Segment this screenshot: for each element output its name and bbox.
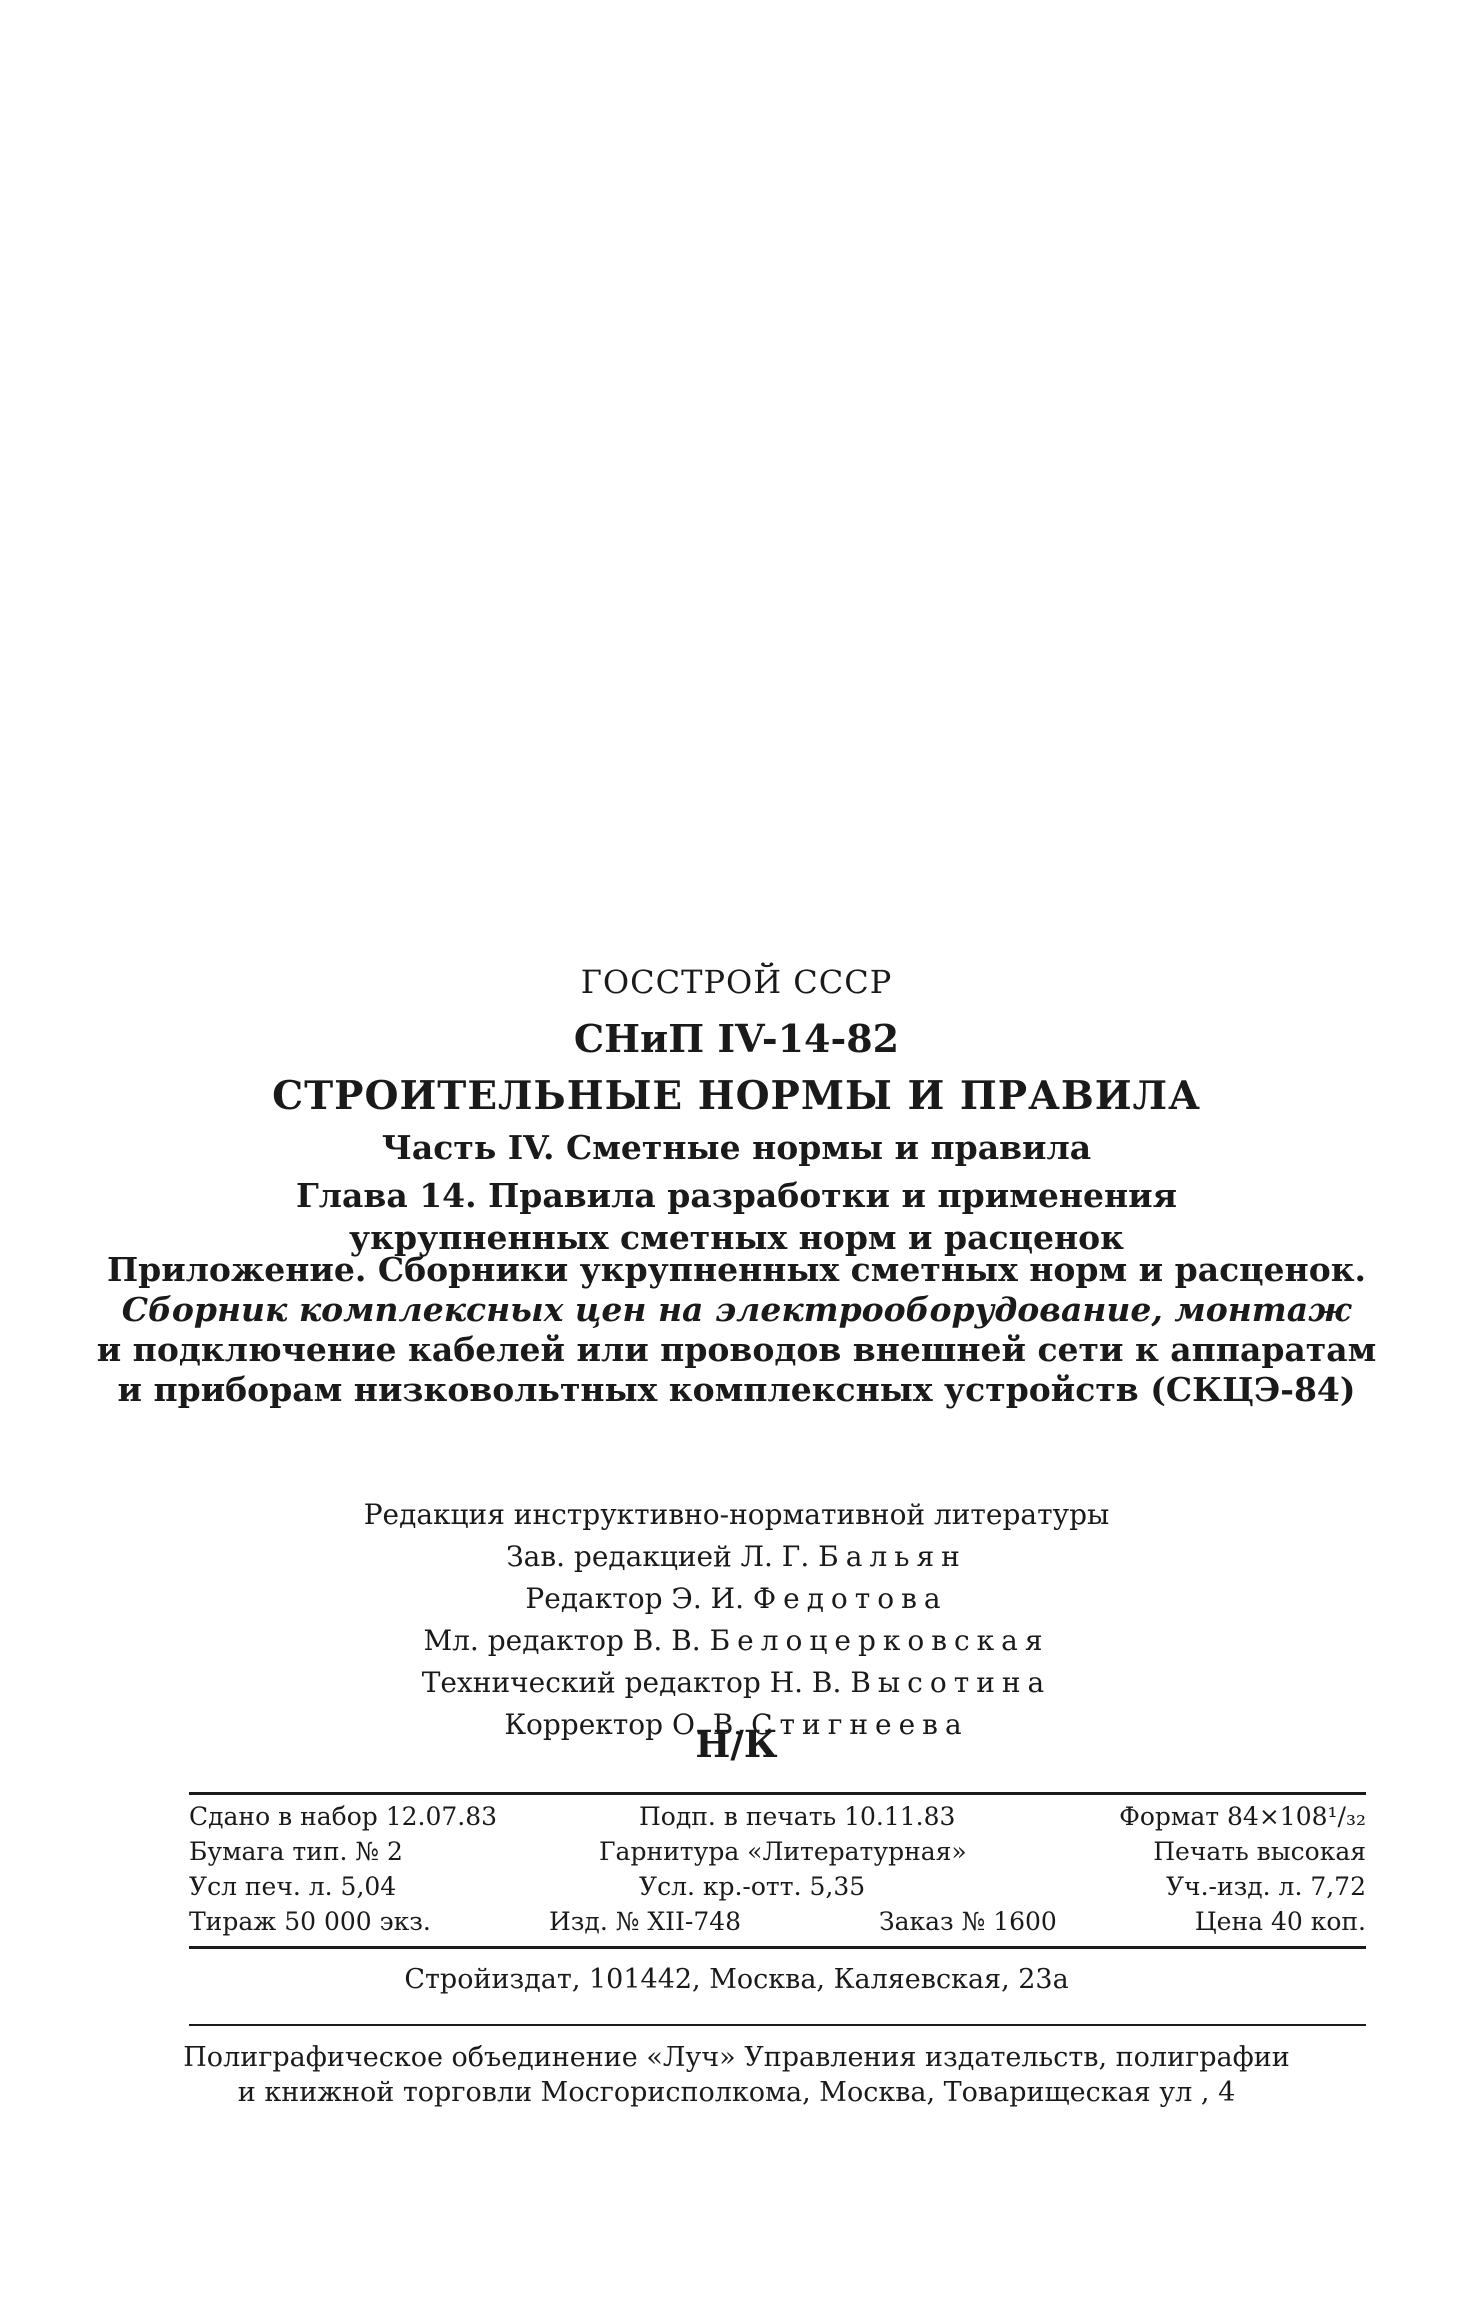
publisher-address: Стройиздат, 101442, Москва, Каляевская, 23а <box>404 1964 1069 1995</box>
credit-name: Белоцерковская <box>709 1624 1050 1657</box>
spec-cell: Уч.-изд. л. 7,72 <box>1165 1872 1366 1901</box>
spec-cell: Печать высокая <box>1153 1837 1366 1866</box>
credit-name: Высотина <box>850 1666 1052 1699</box>
appendix-line-2: Сборник комплексных цен на электрооборудование, монтаж <box>121 1290 1352 1329</box>
appendix-line-3: и подключение кабелей или проводов внешней сети к аппаратам <box>96 1330 1377 1369</box>
credit-junior-editor: Мл. редактор В. В. Белоцерковская <box>423 1624 1050 1657</box>
printer-line-1: Полиграфическое объединение «Луч» Управления издательств, полиграфии <box>183 2042 1290 2073</box>
credit-name: Стигнеева <box>751 1708 969 1741</box>
spec-cell: Сдано в набор 12.07.83 <box>189 1802 498 1831</box>
credit-name: Федотова <box>752 1582 948 1615</box>
spec-cell: Бумага тип. № 2 <box>189 1837 403 1866</box>
editorial-credits <box>0 1494 1473 1746</box>
divider-middle <box>189 1946 1366 1949</box>
appendix-title <box>0 1250 1473 1410</box>
specs-row <box>189 1907 1366 1942</box>
chapter-title <box>0 1175 1473 1259</box>
spec-cell: Цена 40 коп. <box>1194 1907 1366 1936</box>
spec-cell: Усл печ. л. 5,04 <box>189 1872 397 1901</box>
credit-corrector: Корректор О. В. Стигнеева <box>504 1708 969 1741</box>
spec-cell: Усл. кр.-отт. 5,35 <box>639 1872 866 1901</box>
credit-head: Зав. редакцией Л. Г. Бальян <box>506 1540 967 1573</box>
spec-cell: Формат 84×108¹/₃₂ <box>1119 1802 1366 1831</box>
spec-cell: Тираж 50 000 экз. <box>189 1907 431 1936</box>
spec-cell: Заказ № 1600 <box>879 1907 1057 1936</box>
credit-tech-editor: Технический редактор Н. В. Высотина <box>421 1666 1052 1699</box>
specs-row <box>189 1872 1366 1907</box>
spec-cell: Изд. № XII-748 <box>549 1907 742 1936</box>
spec-cell: Подп. в печать 10.11.83 <box>639 1802 956 1831</box>
credit-editor: Редактор Э. И. Федотова <box>525 1582 948 1615</box>
chapter-line-2: укрупненных сметных норм и расценок <box>349 1218 1124 1257</box>
specs-row <box>189 1802 1366 1837</box>
nk-mark: Н/К <box>695 1722 778 1766</box>
divider-bottom <box>189 2024 1366 2026</box>
appendix-line-4: и приборам низковольтных комплексных устройств (СКЦЭ-84) <box>117 1370 1356 1409</box>
appendix-line-1: Приложение. Сборники укрупненных сметных норм и расценок. <box>106 1250 1367 1289</box>
document-title: СТРОИТЕЛЬНЫЕ НОРМЫ И ПРАВИЛА <box>272 1073 1201 1119</box>
chapter-line-1: Глава 14. Правила разработки и применения <box>295 1176 1178 1215</box>
specs-row <box>189 1837 1366 1872</box>
divider-top <box>189 1792 1366 1795</box>
printer-line-2: и книжной торговли Мосгорисполкома, Москва, Товарищеская ул , 4 <box>237 2077 1236 2108</box>
document-code: СНиП IV-14-82 <box>573 1016 900 1061</box>
organization: ГОССТРОЙ СССР <box>580 963 893 1001</box>
print-specs <box>189 1802 1366 1942</box>
printer-info <box>0 2040 1473 2110</box>
part-title: Часть IV. Сметные нормы и правила <box>381 1128 1092 1167</box>
editorial-dept: Редакция инструктивно-нормативной литературы <box>363 1498 1110 1531</box>
credit-name: Бальян <box>818 1540 967 1573</box>
spec-cell: Гарнитура «Литературная» <box>599 1837 967 1866</box>
